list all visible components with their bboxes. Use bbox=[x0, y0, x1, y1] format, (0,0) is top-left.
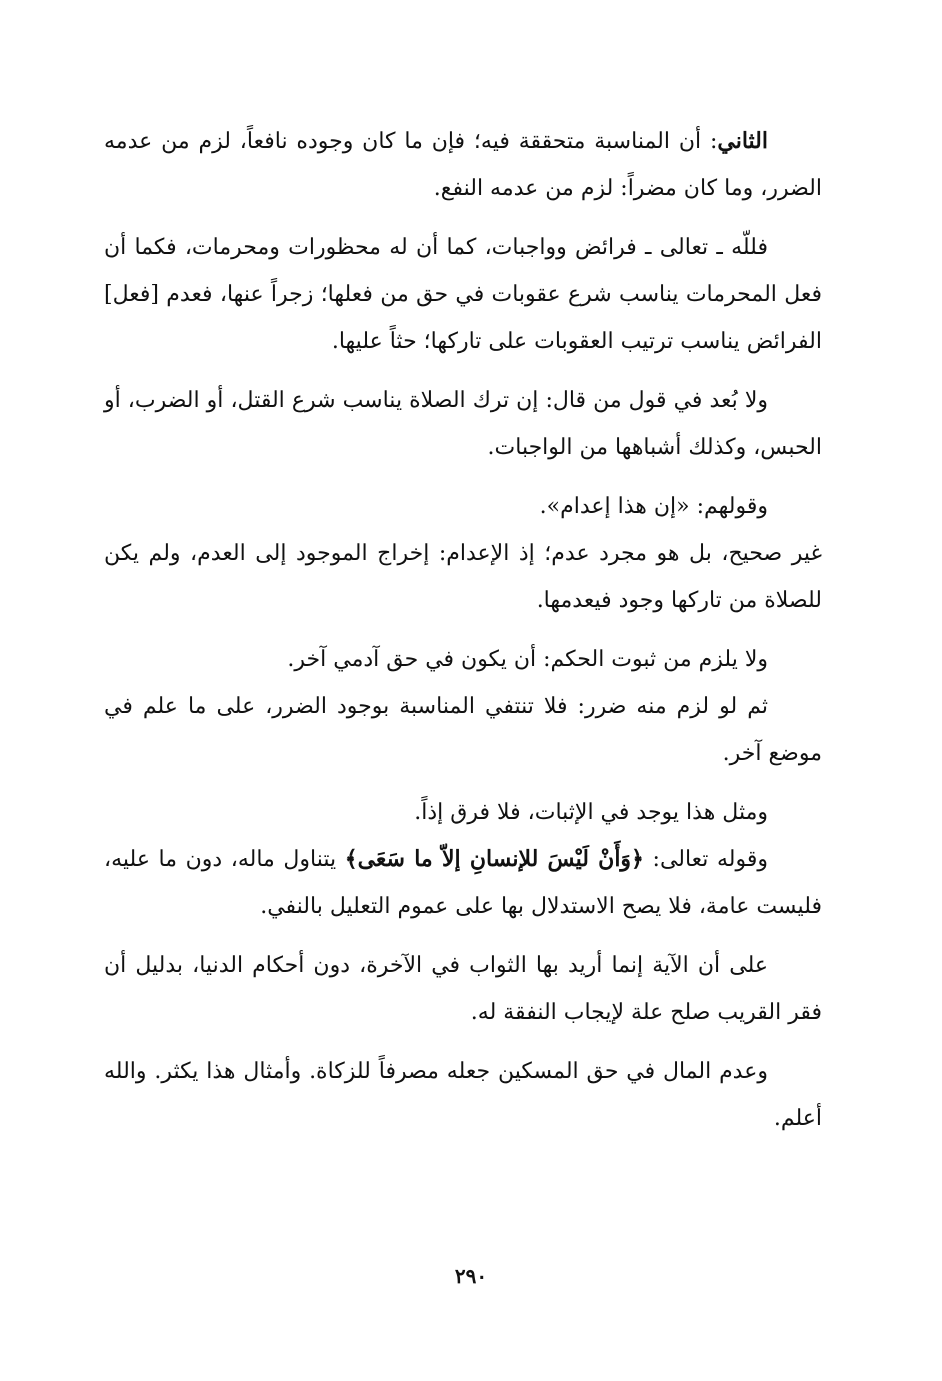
paragraph-quran-verse bbox=[104, 836, 822, 930]
body-text bbox=[104, 118, 822, 1142]
paragraph: غير صحيح، بل هو مجرد عدم؛ إذ الإعدام: إخراج الموجود إلى العدم، ولم يكن للصلاة من تاركها وجود فيعدمها. bbox=[104, 541, 822, 613]
quran-quote: ﴿وَأَنْ لَيْسَ للإنسانِ إلاّ ما سَعَى﴾ bbox=[344, 846, 644, 872]
paragraph: ثم لو لزم منه ضرر: فلا تنتفي المناسبة بوجود الضرر، على ما علم في موضع آخر. bbox=[104, 694, 822, 766]
paragraph: وقولهم: «إن هذا إعدام». bbox=[539, 494, 768, 519]
paragraph: ولا يلزم من ثبوت الحكم: أن يكون في حق آدمي آخر. bbox=[287, 647, 768, 672]
section-lead-word: الثاني bbox=[717, 128, 768, 154]
paragraph-text: يتناول ماله، دون ما عليه، فليست عامة، فلا يصح الاستدلال بها على عموم التعليل بالنفي. bbox=[104, 847, 822, 919]
paragraph: ومثل هذا يوجد في الإثبات، فلا فرق إذاً. bbox=[414, 800, 768, 825]
paragraph-text: وقوله تعالى: bbox=[643, 847, 769, 872]
paragraph: وعدم المال في حق المسكين جعله مصرفاً للزكاة. وأمثال هذا يكثر. والله أعلم. bbox=[104, 1059, 822, 1131]
paragraph: فللّه ـ تعالى ـ فرائض وواجبات، كما أن له محظورات ومحرمات، فكما أن فعل المحرمات يناسب شرع عقوبات في حق من فعلها؛ زجراً عنها، فعدم [فعل] الفرائض يناسب ترتيب العقوبات على تاركها؛ حثاً عليها. bbox=[104, 235, 822, 354]
paragraph: على أن الآية إنما أريد بها الثواب في الآخرة، دون أحكام الدنيا، بدليل أن فقر القريب صلح علة لإيجاب النفقة له. bbox=[104, 953, 822, 1025]
paragraph-text: : أن المناسبة متحققة فيه؛ فإن ما كان وجوده نافعاً، لزم من عدمه الضرر، وما كان مضراً: لزم من عدمه النفع. bbox=[104, 129, 822, 201]
page-number: ٢٩٠ bbox=[454, 1264, 488, 1288]
paragraph: ولا بُعد في قول من قال: إن ترك الصلاة يناسب شرع القتل، أو الضرب، أو الحبس، وكذلك أشباهها من الواجبات. bbox=[104, 388, 822, 460]
paragraph-second-point bbox=[104, 118, 822, 212]
